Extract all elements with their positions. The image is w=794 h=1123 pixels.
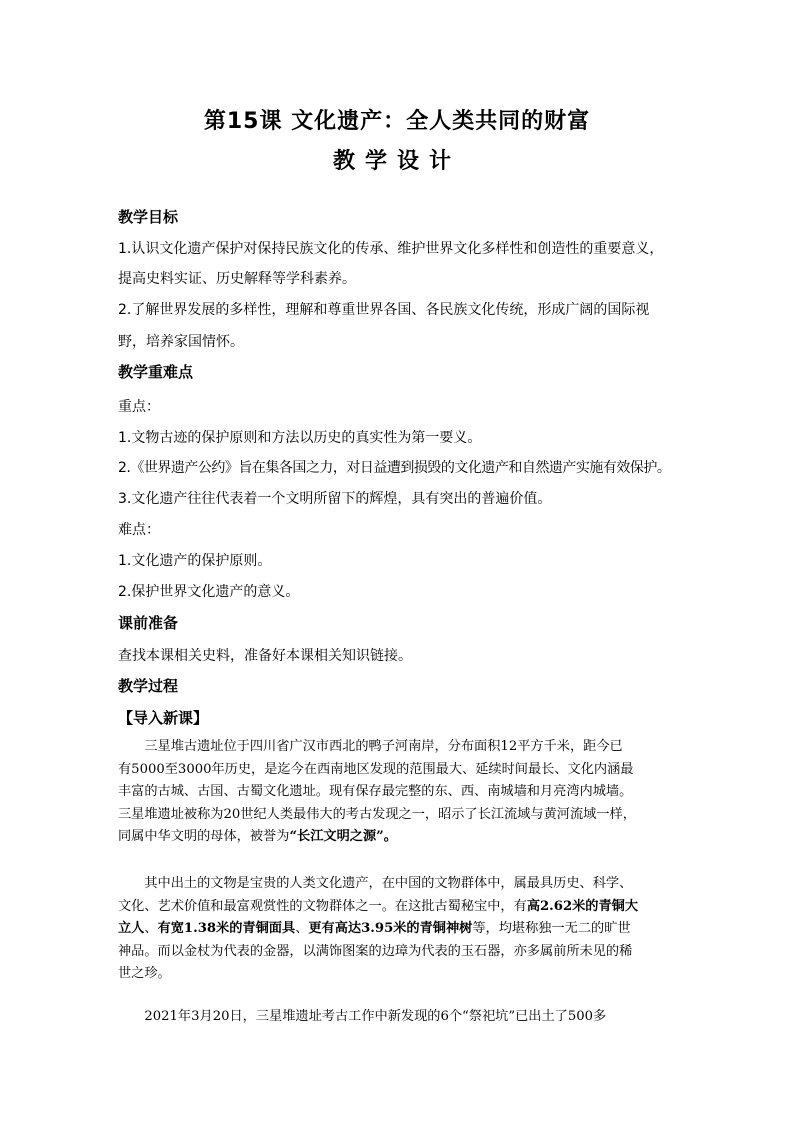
page-subtitle: 教学设计 — [332, 149, 461, 174]
paragraph-line: 丰富的古城、古国、古蜀文化遗址。现有保存最完整的东、西、南城墙和月亮湾内城墙。 — [118, 784, 633, 799]
paragraph-line: 世之珍。 — [118, 966, 171, 981]
paragraph-line: 有5000至3000年历史，是迄今在西南地区发现的范围最大、延续时间最长、文化内涵最 — [118, 761, 634, 777]
paragraph-text: 、 — [295, 921, 309, 936]
discovery-paragraph — [118, 1006, 678, 1029]
section-heading: 【导入新课】 — [118, 709, 209, 727]
paragraph-line: 其中出土的文物是宝贵的人类文化遗产，在中国的文物群体中，属最具历史、科学、 — [118, 876, 633, 891]
paragraph-line: 2021年3月20日，三星堆遗址考古工作中新发现的6个“祭祀坑”已出土了500多 — [118, 1009, 607, 1024]
keypoints-heading: 教学重难点 — [118, 363, 194, 381]
paragraph-text: 、 — [144, 921, 158, 936]
focus-item: 1.文物古迹的保护原则和方法以历史的真实性为第一要义。 — [118, 430, 482, 446]
emphasis-text: “长江文明之源”。 — [289, 829, 397, 844]
prep-heading: 课前准备 — [118, 614, 179, 632]
paragraph-line — [118, 918, 678, 941]
paragraph-line: 三星堆古遗址位于四川省广汉市西北的鸭子河南岸，分布面积12平方千米，距今已 — [118, 739, 623, 754]
focus-item: 2.《世界遗产公约》旨在集各国之力，对日益遭到损毁的文化遗产和自然遗产实施有效保护。 — [118, 460, 671, 476]
paragraph-text: 等，均堪称独一无二的旷世 — [472, 921, 631, 936]
paragraph-line: 三星堆遗址被称为20世纪人类最伟大的考古发现之一，昭示了长江流域与黄河流域一样， — [118, 806, 636, 822]
difficulty-item: 2.保护世界文化遗产的意义。 — [118, 584, 300, 600]
focus-item: 3.文化遗产往往代表着一个文明所留下的辉煌，具有突出的普遍价值。 — [118, 491, 552, 507]
goals-line: 2.了解世界发展的多样性，理解和尊重世界各国、各民族文化传统，形成广阔的国际视 — [118, 302, 650, 318]
goals-heading: 教学目标 — [118, 208, 179, 226]
difficulty-item: 1.文化遗产的保护原则。 — [118, 553, 272, 569]
emphasis-text: 更有高达3.95米的青铜神树 — [308, 921, 473, 936]
intro-paragraph — [118, 736, 678, 849]
focus-label: 重点： — [118, 399, 160, 415]
paragraph-text: 同属中华文明的母体，被誉为 — [118, 829, 290, 844]
goals-line: 1.认识文化遗产保护对保持民族文化的传承、维护世界文化多样性和创造性的重要意义， — [118, 241, 664, 257]
paragraph-text: 文化、艺术价值和最富观赏性的文物群体之一。在这批古蜀秘宝中，有 — [118, 898, 527, 914]
paragraph-line: 神品。而以金杖为代表的金器，以满饰图案的边璋为代表的玉石器，亦多属前所未见的稀 — [118, 943, 633, 959]
emphasis-text: 有宽1.38米的青铜面具 — [157, 921, 296, 936]
paragraph-line — [118, 826, 678, 849]
paragraph-line — [118, 896, 678, 919]
emphasis-text: 高2.62米的青铜大 — [526, 898, 639, 914]
page-title: 第15课 文化遗产：全人类共同的财富 — [203, 109, 591, 134]
emphasis-text: 立人 — [118, 921, 145, 936]
artifacts-paragraph — [118, 873, 678, 986]
process-heading: 教学过程 — [118, 677, 179, 695]
goals-line: 提高史料实证、历史解释等学科素养。 — [118, 271, 356, 287]
goals-line: 野，培养家国情怀。 — [118, 334, 244, 350]
prep-text: 查找本课相关史料，准备好本课相关知识链接。 — [118, 648, 412, 664]
difficulty-label: 难点： — [118, 522, 160, 538]
